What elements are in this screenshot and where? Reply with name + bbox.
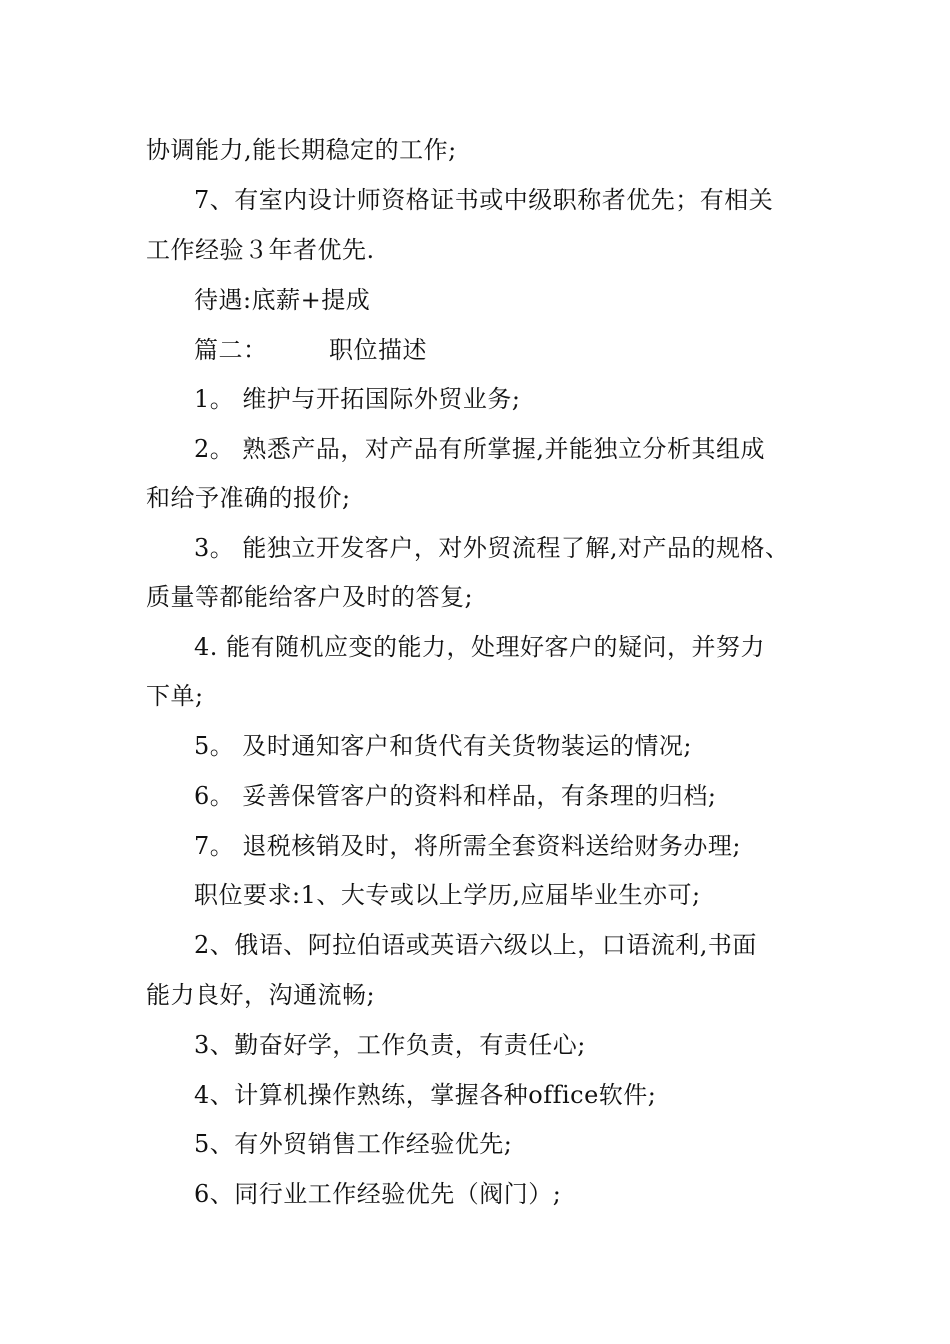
text-line: 协调能力,能长期稳定的工作; — [146, 136, 457, 164]
list-item: 7。 退税核销及时，将所需全套资料送给财务办理; — [194, 832, 741, 860]
text-line: 能力良好，沟通流畅; — [146, 981, 376, 1009]
text-line: 和给予准确的报价; — [146, 484, 351, 512]
list-item: 3。 能独立开发客户，对外贸流程了解,对产品的规格、 — [194, 534, 790, 562]
list-item: 6、同行业工作经验优先（阀门）; — [194, 1180, 562, 1208]
list-item: 5。 及时通知客户和货代有关货物装运的情况; — [194, 732, 692, 760]
list-item: 2、俄语、阿拉伯语或英语六级以上，口语流利,书面 — [194, 931, 757, 959]
list-item: 6。 妥善保管客户的资料和样品，有条理的归档; — [194, 782, 717, 810]
section-heading: 篇二： 职位描述 — [194, 336, 427, 364]
text-line: 质量等都能给客户及时的答复; — [146, 583, 474, 611]
text-line: 下单; — [146, 682, 204, 710]
text-line: 待遇:底薪+提成 — [194, 286, 371, 314]
text-line: 工作经验３年者优先. — [146, 236, 375, 264]
list-item: 5、有外贸销售工作经验优先; — [194, 1130, 513, 1158]
list-item: 4. 能有随机应变的能力，处理好客户的疑问，并努力 — [194, 633, 766, 661]
list-item: 2。 熟悉产品，对产品有所掌握,并能独立分析其组成 — [194, 435, 766, 463]
section-heading: 职位要求:1、大专或以上学历,应届毕业生亦可; — [194, 881, 701, 909]
text-line: 7、有室内设计师资格证书或中级职称者优先；有相关 — [194, 186, 774, 214]
list-item: 4、计算机操作熟练，掌握各种office软件; — [194, 1081, 657, 1109]
list-item: 1。 维护与开拓国际外贸业务; — [194, 385, 521, 413]
list-item: 3、勤奋好学，工作负责，有责任心; — [194, 1031, 586, 1059]
